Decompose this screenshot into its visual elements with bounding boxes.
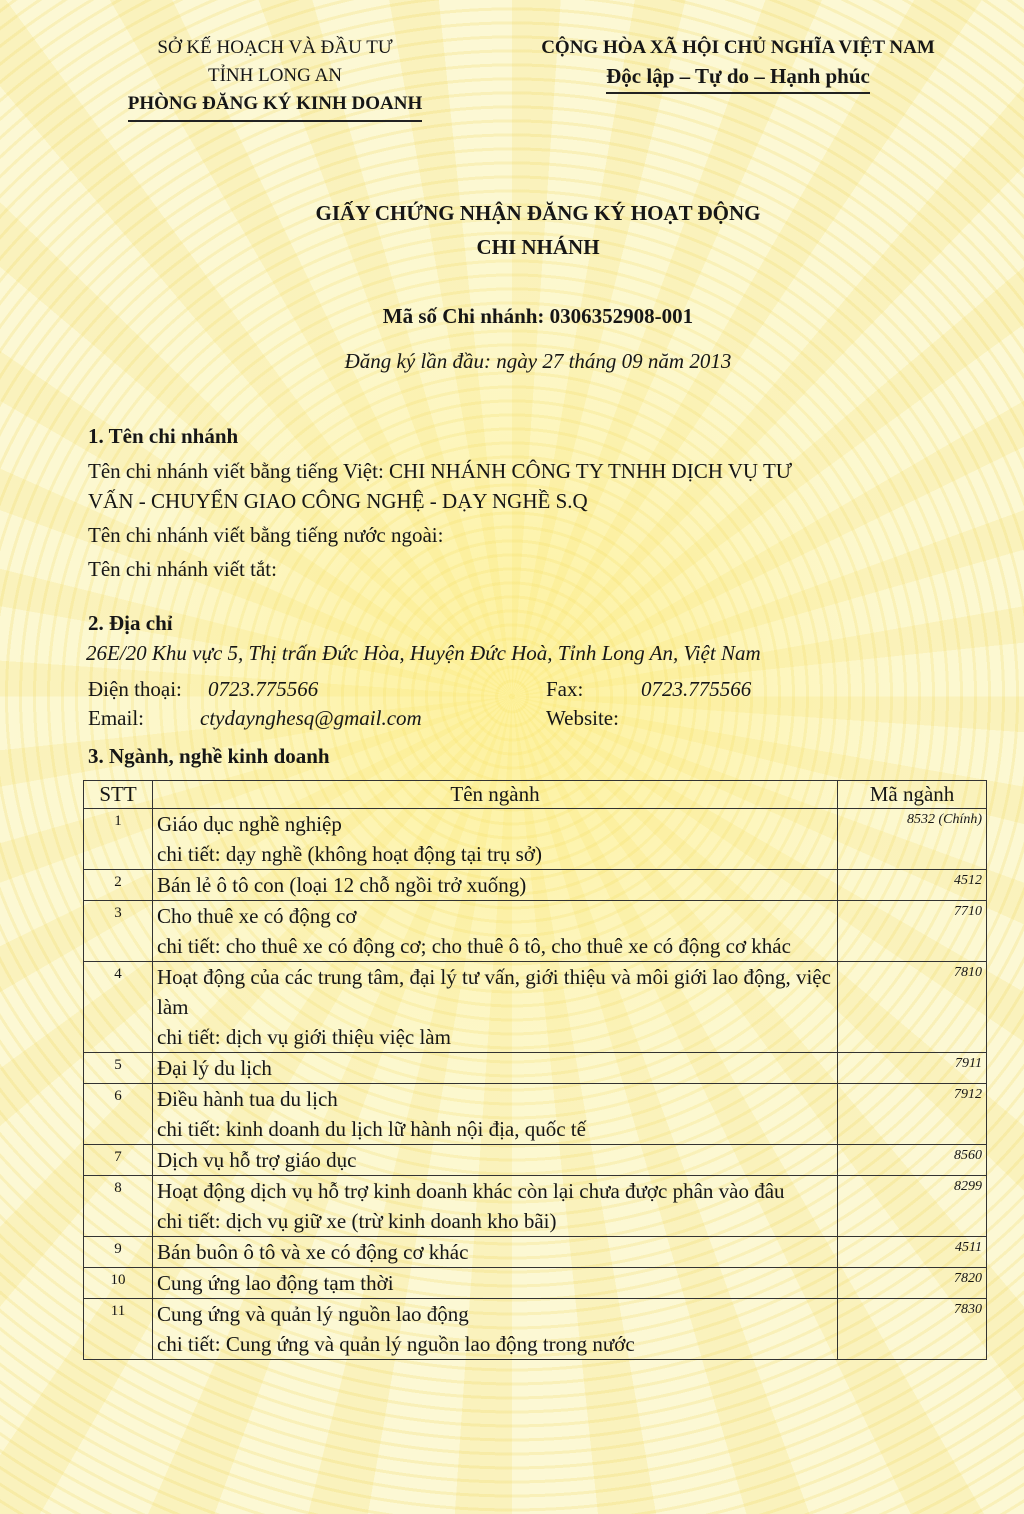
website-label: Website:: [546, 706, 619, 730]
row-code: 8532 (Chính): [838, 809, 987, 870]
table-row: [84, 1145, 987, 1176]
col-header-code: Mã ngành: [838, 781, 987, 809]
title-line-2: CHI NHÁNH: [476, 235, 600, 259]
address: 26E/20 Khu vực 5, Thị trấn Đức Hòa, Huyện Đức Hoà, Tỉnh Long An, Việt Nam: [86, 641, 761, 665]
row-stt: 11: [84, 1299, 153, 1360]
col-header-name: Tên ngành: [153, 781, 838, 809]
vn-name-line-2: VẤN - CHUYỂN GIAO CÔNG NGHỆ - DẠY NGHỀ S.Q: [88, 489, 588, 513]
col-header-stt: STT: [84, 781, 153, 809]
section-2-heading: 2. Địa chỉ: [88, 611, 173, 635]
authority-line-3: PHÒNG ĐĂNG KÝ KINH DOANH: [128, 90, 423, 122]
row-name: Cung ứng và quản lý nguồn lao động: [157, 1302, 469, 1326]
row-detail: chi tiết: dịch vụ giới thiệu việc làm: [157, 1025, 451, 1049]
phone-value: 0723.775566: [208, 677, 319, 701]
row-detail: chi tiết: dạy nghề (không hoạt động tại trụ sở): [157, 842, 542, 866]
row-name: Giáo dục nghề nghiệp: [157, 812, 342, 836]
table-row: [84, 1268, 987, 1299]
national-motto: Độc lập – Tự do – Hạnh phúc: [606, 62, 870, 94]
row-code: 8560: [838, 1145, 987, 1176]
row-stt: 2: [84, 870, 153, 901]
vn-name-line-1: Tên chi nhánh viết bằng tiếng Việt: CHI NHÁNH CÔNG TY TNHH DỊCH VỤ TƯ: [88, 459, 793, 483]
row-detail: chi tiết: Cung ứng và quản lý nguồn lao động trong nước: [157, 1332, 635, 1356]
first-registration-date: Đăng ký lần đầu: ngày 27 tháng 09 năm 2013: [344, 349, 732, 373]
row-stt: 8: [84, 1176, 153, 1237]
row-detail: chi tiết: cho thuê xe có động cơ; cho thuê ô tô, cho thuê xe có động cơ khác: [157, 934, 791, 958]
row-name: Cho thuê xe có động cơ: [157, 904, 357, 928]
document-title: [0, 196, 1024, 264]
row-stt: 5: [84, 1053, 153, 1084]
row-detail: chi tiết: dịch vụ giữ xe (trừ kinh doanh kho bãi): [157, 1209, 557, 1233]
issuing-authority-header: [80, 34, 470, 122]
fax-label: Fax:: [546, 677, 584, 701]
row-stt: 3: [84, 901, 153, 962]
title-line-1: GIẤY CHỨNG NHẬN ĐĂNG KÝ HOẠT ĐỘNG: [315, 201, 761, 225]
row-stt: 6: [84, 1084, 153, 1145]
row-code: 4511: [838, 1237, 987, 1268]
fax-value: 0723.775566: [641, 677, 752, 701]
table-row: [84, 809, 987, 870]
row-name-cell: [153, 1145, 838, 1176]
row-name: Bán buôn ô tô và xe có động cơ khác: [157, 1240, 469, 1264]
row-code: 7912: [838, 1084, 987, 1145]
row-name: Hoạt động của các trung tâm, đại lý tư vấn, giới thiệu và môi giới lao động, việc làm: [157, 965, 831, 1019]
row-name: Bán lẻ ô tô con (loại 12 chỗ ngồi trở xuống): [157, 873, 527, 897]
row-name-cell: [153, 809, 838, 870]
table-row: [84, 1053, 987, 1084]
row-detail: chi tiết: kinh doanh du lịch lữ hành nội địa, quốc tế: [157, 1117, 586, 1141]
table-header-row: [84, 781, 987, 809]
authority-line-2: TỈNH LONG AN: [207, 65, 343, 86]
branch-code: Mã số Chi nhánh: 0306352908-001: [382, 304, 694, 328]
email-value: ctydaynghesq@gmail.com: [200, 706, 422, 730]
table-row: [84, 1176, 987, 1237]
table-row: [84, 1299, 987, 1360]
section-1-heading: 1. Tên chi nhánh: [88, 424, 239, 448]
row-code: 7911: [838, 1053, 987, 1084]
row-code: 7810: [838, 962, 987, 1053]
section-3-heading: 3. Ngành, nghề kinh doanh: [88, 744, 330, 768]
row-code: 7830: [838, 1299, 987, 1360]
row-name-cell: [153, 1084, 838, 1145]
row-stt: 4: [84, 962, 153, 1053]
national-motto-header: [478, 34, 998, 94]
row-code: 7820: [838, 1268, 987, 1299]
row-name-cell: [153, 870, 838, 901]
row-code: 7710: [838, 901, 987, 962]
business-lines-table: [83, 780, 987, 1360]
section-branch-name: [88, 421, 988, 584]
table-row: [84, 1084, 987, 1145]
row-stt: 1: [84, 809, 153, 870]
row-stt: 7: [84, 1145, 153, 1176]
row-stt: 9: [84, 1237, 153, 1268]
short-name: Tên chi nhánh viết tắt:: [88, 557, 277, 581]
row-name-cell: [153, 1237, 838, 1268]
country-name: CỘNG HÒA XÃ HỘI CHỦ NGHĨA VIỆT NAM: [541, 37, 935, 58]
authority-line-1: SỞ KẾ HOẠCH VÀ ĐẦU TƯ: [157, 37, 393, 58]
table-row: [84, 870, 987, 901]
row-name: Dịch vụ hỗ trợ giáo dục: [157, 1148, 357, 1172]
row-stt: 10: [84, 1268, 153, 1299]
foreign-name: Tên chi nhánh viết bằng tiếng nước ngoài:: [88, 523, 444, 547]
section-address: [88, 608, 988, 668]
row-name: Cung ứng lao động tạm thời: [157, 1271, 394, 1295]
row-code: 8299: [838, 1176, 987, 1237]
row-name: Đại lý du lịch: [157, 1056, 272, 1080]
row-name: Hoạt động dịch vụ hỗ trợ kinh doanh khác còn lại chưa được phân vào đâu: [157, 1179, 785, 1203]
row-name: Điều hành tua du lịch: [157, 1087, 338, 1111]
row-name-cell: [153, 1268, 838, 1299]
row-name-cell: [153, 1053, 838, 1084]
row-name-cell: [153, 901, 838, 962]
email-label: Email:: [88, 706, 144, 730]
table-row: [84, 1237, 987, 1268]
table-row: [84, 901, 987, 962]
row-code: 4512: [838, 870, 987, 901]
row-name-cell: [153, 962, 838, 1053]
row-name-cell: [153, 1299, 838, 1360]
phone-label: Điện thoại:: [88, 677, 182, 701]
row-name-cell: [153, 1176, 838, 1237]
table-row: [84, 962, 987, 1053]
